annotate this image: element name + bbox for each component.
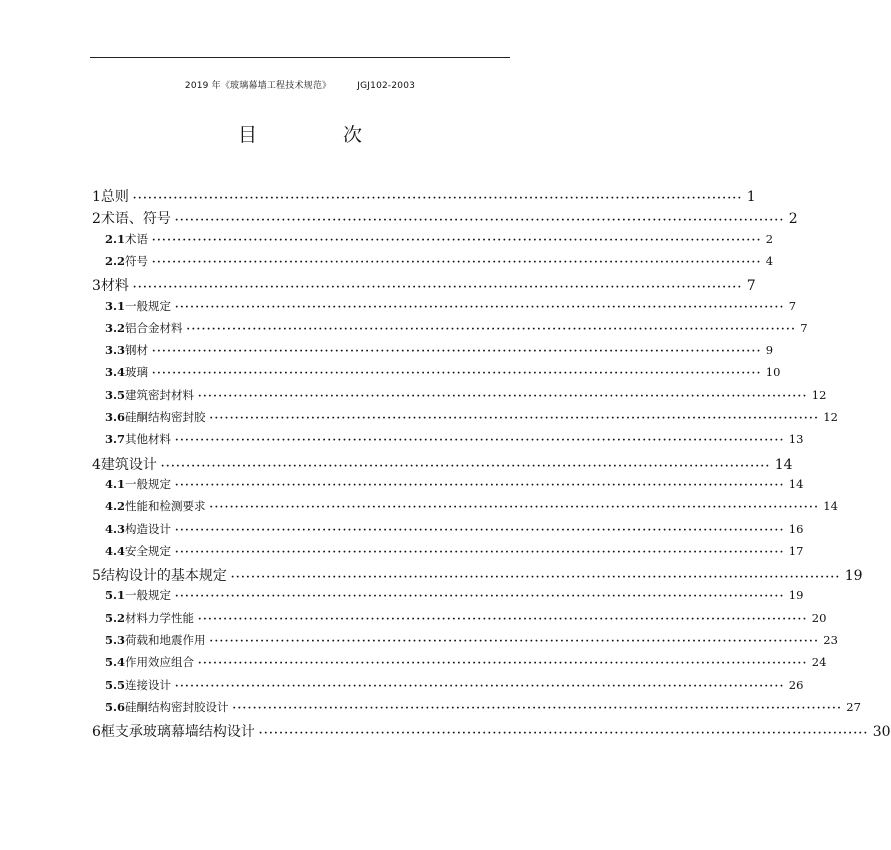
- toc-entry-label: 安全规定: [125, 543, 172, 558]
- toc-entry-label: 其他材料: [125, 432, 172, 447]
- toc-entry-5-5: [105, 677, 804, 699]
- toc-entry-5-1: [105, 587, 804, 609]
- toc-entry-label: 建筑密封材料: [125, 387, 195, 402]
- toc-entry-label: 材料力学性能: [125, 610, 195, 625]
- toc-entry-6: [92, 721, 891, 743]
- toc-leader-dots: ························································································································: [175, 435, 785, 447]
- toc-entry-number: 3.1: [105, 298, 126, 313]
- running-header: [0, 78, 600, 91]
- toc-entry-5: [92, 565, 863, 587]
- toc-entry-3-3: [105, 342, 774, 364]
- toc-entry-1: [92, 186, 756, 208]
- toc-entry-number: 4.3: [105, 521, 126, 536]
- toc-entry-page: 9: [765, 343, 774, 358]
- toc-entry-number: 5.4: [105, 655, 126, 670]
- toc-entry-2: [92, 208, 798, 230]
- toc-leader-dots: ························································································································: [175, 301, 785, 313]
- toc-leader-dots: ························································································································: [209, 502, 820, 514]
- toc-leader-dots: ························································································································: [175, 546, 785, 558]
- toc-entry-2-2: [105, 253, 774, 275]
- toc-entry-number: 4: [92, 456, 101, 473]
- toc-leader-dots: ························································································································: [152, 234, 762, 246]
- toc-entry-number: 5: [92, 568, 101, 585]
- toc-entry-page: 7: [788, 298, 797, 313]
- toc-entry-number: 3.5: [105, 387, 126, 402]
- toc-entry-page: 1: [746, 189, 756, 205]
- toc-entry-label: 性能和检测要求: [125, 499, 206, 514]
- toc-entry-label: 一般规定: [125, 476, 172, 491]
- toc-entry-page: 19: [788, 588, 804, 603]
- toc-leader-dots: ························································································································: [175, 680, 785, 692]
- toc-entry-number: 3.3: [105, 343, 126, 358]
- toc-entry-3-2: [105, 320, 808, 342]
- toc-entry-5-3: [105, 632, 838, 654]
- toc-entry-label: 硅酮结构密封胶: [125, 410, 206, 424]
- toc-leader-dots: ························································································································: [152, 346, 762, 358]
- toc-entry-3: [92, 275, 756, 297]
- toc-entry-label: 结构设计的基本规定: [100, 568, 227, 585]
- toc-entry-label: 术语、符号: [100, 211, 171, 228]
- toc-leader-dots: ························································································································: [175, 591, 785, 603]
- toc-leader-dots: ························································································································: [160, 460, 771, 472]
- toc-entry-label: 玻璃: [125, 365, 149, 380]
- toc-entry-label: 一般规定: [125, 588, 172, 603]
- toc-leader-dots: ························································································································: [132, 282, 743, 294]
- toc-entry-number: 4.2: [105, 499, 126, 514]
- toc-entry-4-2: [105, 498, 838, 520]
- toc-entry-label: 术语: [125, 231, 149, 246]
- toc-entry-4: [92, 454, 793, 476]
- toc-entry-number: 5.1: [105, 588, 126, 603]
- toc-entry-number: 6: [92, 724, 101, 741]
- toc-entry-label: 作用效应组合: [125, 655, 195, 670]
- toc-entry-page: 23: [823, 633, 838, 647]
- toc-entry-page: 14: [774, 456, 793, 473]
- toc-entry-page: 7: [746, 278, 756, 295]
- toc-entry-page: 24: [811, 655, 827, 670]
- toc-entry-5-2: [105, 610, 827, 632]
- toc-entry-page: 27: [846, 699, 861, 714]
- toc-entry-page: 30: [872, 724, 891, 741]
- toc-entry-label: 钢材: [125, 343, 149, 358]
- toc-entry-4-1: [105, 476, 804, 498]
- toc-leader-dots: ························································································································: [198, 390, 808, 402]
- toc-entry-number: 5.6: [105, 699, 126, 714]
- toc-leader-dots: ························································································································: [152, 256, 762, 268]
- toc-leader-dots: ························································································································: [209, 413, 820, 424]
- toc-entry-number: 4.4: [105, 543, 126, 558]
- toc-entry-label: 总则: [100, 189, 129, 205]
- toc-entry-page: 7: [800, 320, 808, 335]
- toc-entry-page: 2: [765, 231, 774, 246]
- toc-leader-dots: ························································································································: [175, 524, 785, 536]
- toc-leader-dots: ························································································································: [174, 215, 785, 227]
- toc-entry-5-4: [105, 654, 827, 676]
- toc-entry-page: 14: [788, 476, 804, 491]
- toc-entry-number: 4.1: [105, 476, 126, 491]
- page-title: 目 次: [237, 124, 403, 146]
- toc-entry-page: 19: [844, 568, 863, 585]
- toc-leader-dots: ························································································································: [186, 323, 797, 335]
- toc-leader-dots: ························································································································: [209, 636, 820, 647]
- toc-leader-dots: ························································································································: [132, 193, 743, 204]
- toc-entry-page: 16: [788, 521, 804, 536]
- toc-entry-label: 连接设计: [125, 677, 172, 692]
- toc-leader-dots: ························································································································: [232, 702, 843, 714]
- toc-entry-number: 3.7: [105, 432, 126, 447]
- toc-entry-label: 荷载和地震作用: [125, 633, 206, 647]
- toc-leader-dots: ························································································································: [152, 368, 762, 380]
- toc-entry-label: 硅酮结构密封胶设计: [125, 699, 229, 714]
- toc-entry-page: 13: [788, 432, 804, 447]
- toc-entry-page: 26: [788, 677, 804, 692]
- toc-entry-number: 3: [92, 278, 101, 295]
- toc-leader-dots: ························································································································: [198, 613, 808, 625]
- toc-leader-dots: ························································································································: [175, 479, 785, 491]
- toc-entry-number: 2.1: [105, 231, 126, 246]
- toc-entry-4-4: [105, 543, 804, 565]
- toc-entry-number: 5.3: [105, 633, 126, 647]
- toc-entry-number: 3.4: [105, 365, 126, 380]
- toc-entry-5-6: [105, 699, 861, 721]
- toc-entry-page: 20: [811, 610, 827, 625]
- toc-entry-3-6: [105, 409, 838, 431]
- toc-entry-2-1: [105, 231, 774, 253]
- toc-entry-page: 10: [765, 365, 781, 380]
- toc-entry-number: 5.5: [105, 677, 126, 692]
- toc-entry-number: 1: [92, 189, 101, 205]
- header-rule: [90, 57, 510, 58]
- toc-entry-3-7: [105, 431, 804, 453]
- toc-entry-label: 材料: [100, 278, 129, 295]
- toc-entry-label: 构造设计: [125, 521, 172, 536]
- toc-entry-number: 5.2: [105, 610, 126, 625]
- toc-entry-3-5: [105, 387, 827, 409]
- header-title: 2019 年《玻璃幕墙工程技术规范》: [184, 81, 332, 91]
- toc-entry-page: 12: [823, 410, 838, 424]
- toc-entry-page: 12: [811, 387, 827, 402]
- toc-entry-label: 一般规定: [125, 298, 172, 313]
- toc-entry-number: 3.2: [105, 320, 126, 335]
- toc-entry-label: 铝合金材料: [125, 320, 183, 335]
- toc-leader-dots: ························································································································: [198, 658, 808, 670]
- toc-entry-page: 4: [765, 253, 774, 268]
- toc-entry-4-3: [105, 521, 804, 543]
- toc-entry-number: 2: [92, 211, 101, 228]
- toc-entry-page: 17: [788, 543, 804, 558]
- toc-leader-dots: ························································································································: [230, 572, 841, 584]
- header-doc-code: JGJ102-2003: [357, 81, 416, 91]
- toc-entry-label: 框支承玻璃幕墙结构设计: [100, 724, 255, 741]
- toc-entry-number: 3.6: [105, 410, 126, 424]
- toc-entry-page: 2: [788, 211, 798, 228]
- toc-entry-3-4: [105, 364, 781, 386]
- toc-entry-page: 14: [823, 499, 838, 514]
- toc-leader-dots: ························································································································: [258, 728, 869, 740]
- toc-entry-label: 建筑设计: [100, 456, 157, 473]
- toc-entry-number: 2.2: [105, 253, 126, 268]
- toc-entry-label: 符号: [125, 253, 149, 268]
- toc-entry-3-1: [105, 298, 797, 320]
